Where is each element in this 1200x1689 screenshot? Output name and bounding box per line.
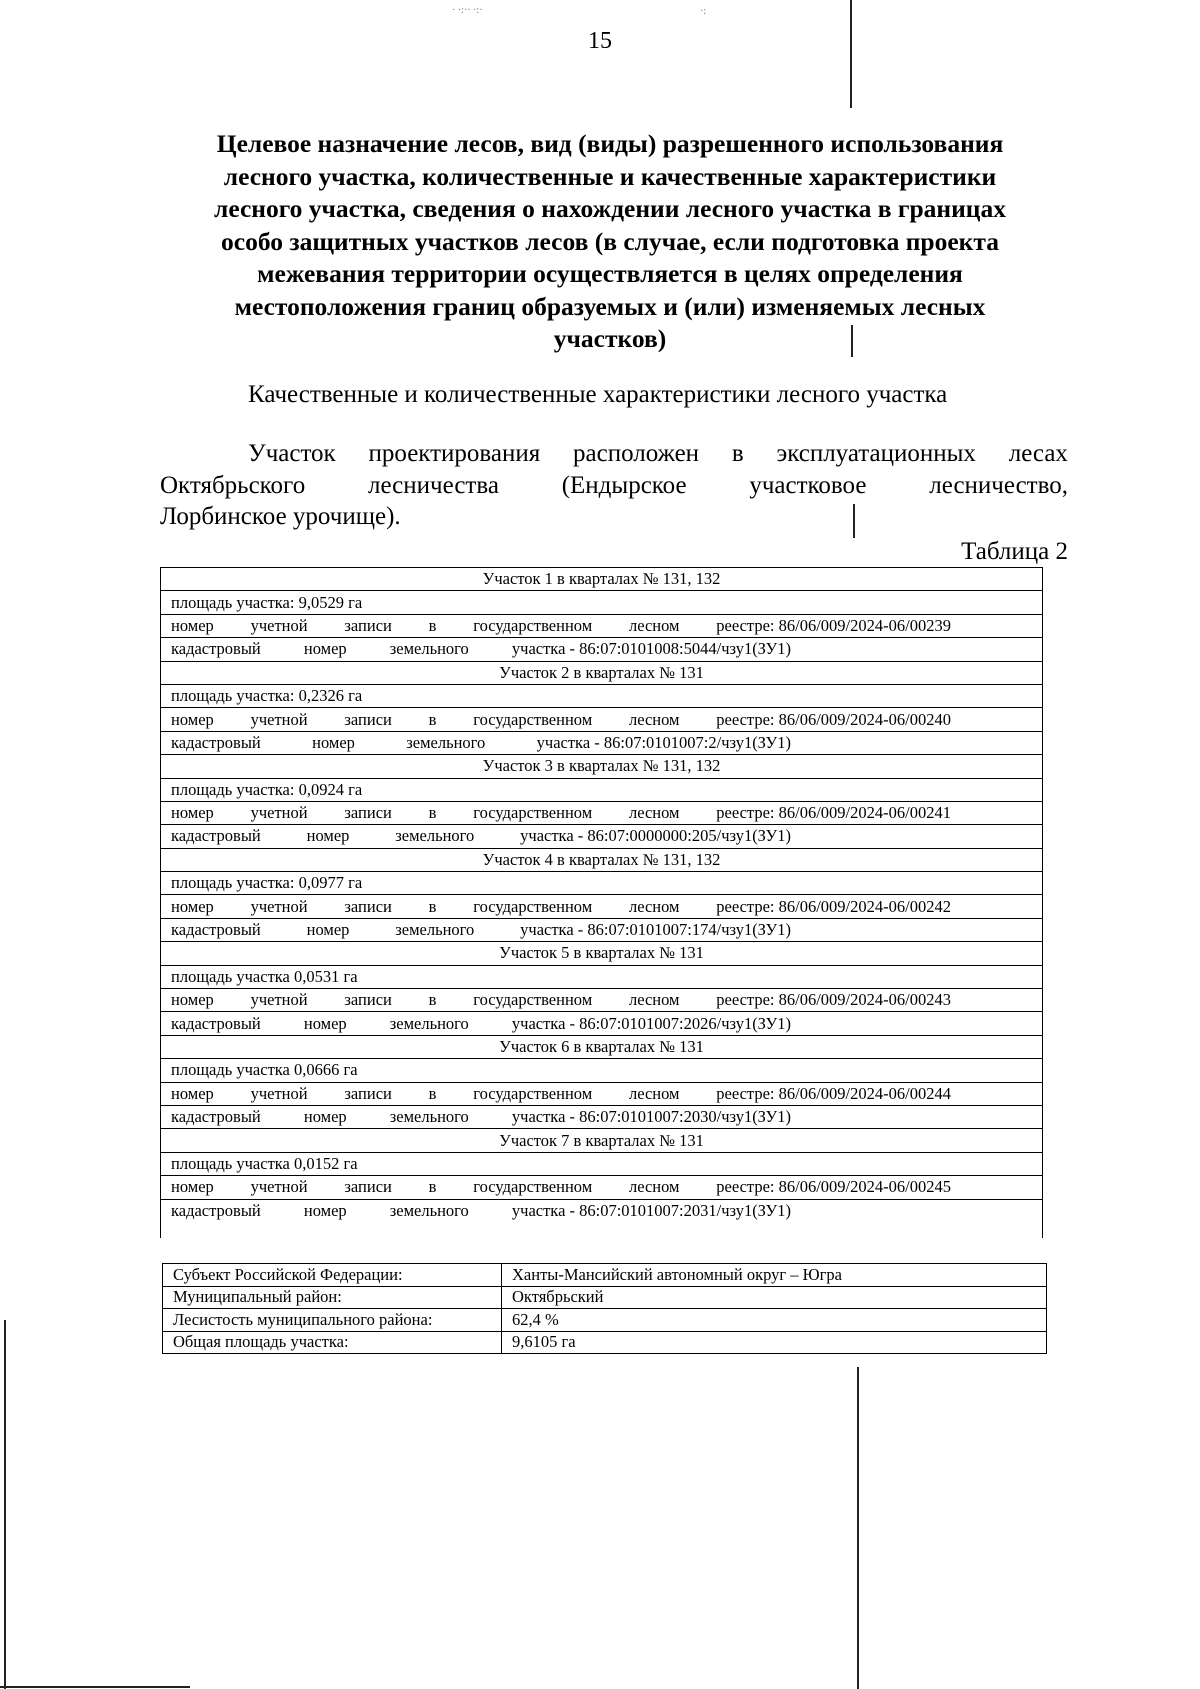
plot-registry [161, 614, 1043, 637]
plot-area: площадь участка: 9,0529 га [161, 591, 1043, 614]
heading-line: межевания территории осуществляется в целях определения [257, 259, 963, 288]
cadastral-text [171, 1015, 791, 1033]
word: учетной [250, 709, 308, 729]
cadastral-text [171, 1202, 791, 1220]
plots-table [160, 567, 1043, 1238]
table-caption: Таблица 2 [961, 538, 1068, 565]
word: государственном [473, 1177, 593, 1197]
plot-header: Участок 1 в кварталах № 131, 132 [161, 568, 1043, 591]
plot-registry [161, 1176, 1043, 1199]
heading-line: лесного участка, количественные и качественные характеристики [223, 161, 997, 191]
word: номер [171, 803, 214, 823]
word: записи [344, 896, 392, 916]
heading-line: Целевое назначение лесов, вид (виды) разрешенного использования [216, 129, 1004, 158]
plot-area: площадь участка: 0,2326 га [161, 684, 1043, 707]
word: номер [303, 1013, 347, 1033]
word: участка - 86:07:0101007:2026/чзу1(ЗУ1) [511, 1013, 791, 1033]
word: кадастровый [171, 639, 261, 659]
plot-area-row [161, 684, 1043, 707]
word: кадастровый [171, 1200, 261, 1220]
word: проектирования [368, 440, 541, 467]
scan-margin-line [0, 1686, 190, 1688]
word: в [428, 803, 437, 823]
location-paragraph [160, 438, 1068, 533]
plots-table-body [161, 568, 1043, 1238]
plot-area-row [161, 591, 1043, 614]
word: лесничества [367, 471, 499, 499]
word: в [428, 709, 437, 729]
paragraph-line [160, 438, 1068, 470]
registry-text [171, 617, 951, 635]
plot-cadastral [161, 1199, 1043, 1222]
word: записи [344, 990, 392, 1010]
word: кадастровый [171, 1013, 261, 1033]
word: учетной [250, 803, 308, 823]
plot-registry [161, 801, 1043, 824]
plot-cadastral [161, 825, 1043, 848]
registry-text [171, 991, 951, 1009]
section-heading [160, 128, 1060, 356]
table-spacer-row [161, 1222, 1043, 1238]
summary-value: Ханты-Мансийский автономный округ – Югра [502, 1264, 1047, 1287]
word: в [428, 1177, 437, 1197]
word: участка - 86:07:0101007:2/чзу1(ЗУ1) [536, 732, 791, 752]
word: в [428, 1083, 437, 1103]
cadastral-text [171, 827, 791, 845]
plot-cadastral-row [161, 1012, 1043, 1035]
plot-cadastral-row [161, 731, 1043, 754]
word: в [731, 440, 744, 467]
plot-registry-row [161, 801, 1043, 824]
plot-area: площадь участка 0,0531 га [161, 965, 1043, 988]
scan-speck: ·: [700, 6, 707, 17]
paragraph-line: Лорбинское урочище). [160, 503, 401, 530]
word: реестре: 86/06/009/2024-06/00244 [716, 1083, 951, 1103]
plot-cadastral [161, 1012, 1043, 1035]
word: кадастровый [171, 826, 261, 846]
word: номер [303, 1107, 347, 1127]
plot-header: Участок 3 в кварталах № 131, 132 [161, 755, 1043, 778]
plot-registry-row [161, 1082, 1043, 1105]
plot-registry-row [161, 895, 1043, 918]
summary-label: Муниципальный район: [163, 1286, 502, 1309]
word: государственном [473, 709, 593, 729]
plot-registry-row [161, 1176, 1043, 1199]
word: номер [303, 639, 347, 659]
word: (Ендырское [561, 471, 687, 499]
word: записи [344, 615, 392, 635]
word: лесах [1008, 440, 1068, 467]
cadastral-text [171, 734, 791, 752]
plot-area: площадь участка: 0,0924 га [161, 778, 1043, 801]
plot-area: площадь участка 0,0666 га [161, 1059, 1043, 1082]
plot-registry [161, 1082, 1043, 1105]
word: лесном [628, 615, 680, 635]
word: номер [171, 1083, 214, 1103]
word: учетной [250, 1083, 308, 1103]
plot-cadastral-row [161, 1105, 1043, 1128]
plot-area-row [161, 778, 1043, 801]
summary-row [163, 1286, 1047, 1309]
word: учетной [250, 1177, 308, 1197]
word: реестре: 86/06/009/2024-06/00245 [716, 1177, 951, 1197]
plot-header: Участок 4 в кварталах № 131, 132 [161, 848, 1043, 871]
word: кадастровый [171, 920, 261, 940]
word: в [428, 896, 437, 916]
plot-cadastral-row [161, 825, 1043, 848]
word: номер [171, 896, 214, 916]
word: реестре: 86/06/009/2024-06/00240 [716, 709, 951, 729]
word: участка - 86:07:0000000:205/чзу1(ЗУ1) [520, 826, 791, 846]
plot-header: Участок 7 в кварталах № 131 [161, 1129, 1043, 1152]
word: записи [344, 1177, 392, 1197]
word: реестре: 86/06/009/2024-06/00242 [716, 896, 951, 916]
cadastral-text [171, 1108, 791, 1126]
word: лесном [628, 896, 680, 916]
summary-row [163, 1264, 1047, 1287]
word: реестре: 86/06/009/2024-06/00241 [716, 803, 951, 823]
word: реестре: 86/06/009/2024-06/00243 [716, 990, 951, 1010]
registry-text [171, 711, 951, 729]
word: номер [306, 826, 350, 846]
word: земельного [406, 732, 486, 752]
word: земельного [395, 826, 475, 846]
word: номер [303, 1200, 347, 1220]
word: государственном [473, 803, 593, 823]
plot-cadastral-row [161, 638, 1043, 661]
word: кадастровый [171, 1107, 261, 1127]
word: номер [171, 615, 214, 635]
word: в [428, 615, 437, 635]
word: учетной [250, 990, 308, 1010]
plot-registry [161, 708, 1043, 731]
word: земельного [389, 1107, 469, 1127]
word: лесном [628, 990, 680, 1010]
paragraph-line [160, 470, 1068, 502]
plot-area: площадь участка 0,0152 га [161, 1152, 1043, 1175]
heading-line: участков) [553, 324, 667, 353]
plot-registry [161, 989, 1043, 1012]
word: номер [171, 709, 214, 729]
plot-header: Участок 5 в кварталах № 131 [161, 942, 1043, 965]
plot-registry-row [161, 614, 1043, 637]
word: эксплуатационных [776, 440, 976, 467]
summary-label: Лесистость муниципального района: [163, 1309, 502, 1332]
word: записи [344, 1083, 392, 1103]
plot-area-row [161, 965, 1043, 988]
word: в [428, 990, 437, 1010]
scan-margin-line [857, 1367, 859, 1689]
page-number: 15 [588, 28, 612, 54]
plot-header-row [161, 1035, 1043, 1058]
registry-text [171, 1178, 951, 1196]
scan-margin-line [850, 0, 852, 108]
word: кадастровый [171, 732, 261, 752]
word: номер [171, 1177, 214, 1197]
word: учетной [250, 896, 308, 916]
plot-header: Участок 6 в кварталах № 131 [161, 1035, 1043, 1058]
word: лесном [628, 709, 680, 729]
cadastral-text [171, 921, 791, 939]
word: государственном [473, 990, 593, 1010]
summary-table [162, 1263, 1047, 1354]
plot-area-row [161, 1152, 1043, 1175]
registry-text [171, 1085, 951, 1103]
word: номер [306, 920, 350, 940]
word: земельного [389, 1013, 469, 1033]
word: номер [171, 990, 214, 1010]
heading-line: особо защитных участков лесов (в случае, если подготовка проекта [221, 226, 999, 256]
word: расположен [573, 440, 700, 467]
word: земельного [389, 1200, 469, 1220]
spacer-cell [161, 1222, 1043, 1238]
plot-registry-row [161, 708, 1043, 731]
word: земельного [395, 920, 475, 940]
word: записи [344, 709, 392, 729]
plot-registry [161, 895, 1043, 918]
word: Участок [248, 440, 336, 467]
word: участковое [749, 471, 867, 499]
word: записи [344, 803, 392, 823]
word: земельного [389, 639, 469, 659]
word: учетной [250, 615, 308, 635]
word: номер [312, 732, 355, 752]
heading-line: лесного участка, сведения о нахождении лесного участка в границах [214, 194, 1006, 223]
summary-value: 62,4 % [502, 1309, 1047, 1332]
summary-label: Субъект Российской Федерации: [163, 1264, 502, 1287]
plot-cadastral [161, 638, 1043, 661]
plot-header-row [161, 755, 1043, 778]
word: государственном [473, 1083, 593, 1103]
plot-header-row [161, 661, 1043, 684]
summary-label: Общая площадь участка: [163, 1331, 502, 1354]
summary-value: Октябрьский [502, 1286, 1047, 1309]
plot-header-row [161, 942, 1043, 965]
plot-header-row [161, 568, 1043, 591]
scan-margin-line [4, 1320, 6, 1689]
heading-line: местоположения границ образуемых и (или) изменяемых лесных [234, 291, 986, 321]
subsection-title: Качественные и количественные характеристики лесного участка [248, 381, 948, 408]
summary-row [163, 1309, 1047, 1332]
word: лесничество, [929, 471, 1068, 499]
summary-row [163, 1331, 1047, 1354]
word: лесном [628, 1083, 680, 1103]
plot-cadastral-row [161, 918, 1043, 941]
word: государственном [473, 615, 593, 635]
summary-table-body [163, 1264, 1047, 1354]
word: участка - 86:07:0101007:2030/чзу1(ЗУ1) [511, 1107, 791, 1127]
word: государственном [473, 896, 593, 916]
cadastral-text [171, 640, 791, 658]
word: участка - 86:07:0101008:5044/чзу1(ЗУ1) [511, 639, 791, 659]
plot-area: площадь участка: 0,0977 га [161, 872, 1043, 895]
word: реестре: 86/06/009/2024-06/00239 [716, 615, 951, 635]
word: лесном [628, 803, 680, 823]
plot-area-row [161, 872, 1043, 895]
plot-header-row [161, 1129, 1043, 1152]
word: лесном [628, 1177, 680, 1197]
plot-header: Участок 2 в кварталах № 131 [161, 661, 1043, 684]
word: Октябрьского [160, 471, 306, 499]
plot-cadastral [161, 1105, 1043, 1128]
word: участка - 86:07:0101007:2031/чзу1(ЗУ1) [511, 1200, 791, 1220]
plot-header-row [161, 848, 1043, 871]
registry-text [171, 898, 951, 916]
plot-cadastral-row [161, 1199, 1043, 1222]
word: участка - 86:07:0101007:174/чзу1(ЗУ1) [520, 920, 791, 940]
scan-speck: · ·:·· ·:· [452, 5, 483, 16]
plot-registry-row [161, 989, 1043, 1012]
summary-value: 9,6105 га [502, 1331, 1047, 1354]
registry-text [171, 804, 951, 822]
plot-area-row [161, 1059, 1043, 1082]
plot-cadastral [161, 731, 1043, 754]
plot-cadastral [161, 918, 1043, 941]
